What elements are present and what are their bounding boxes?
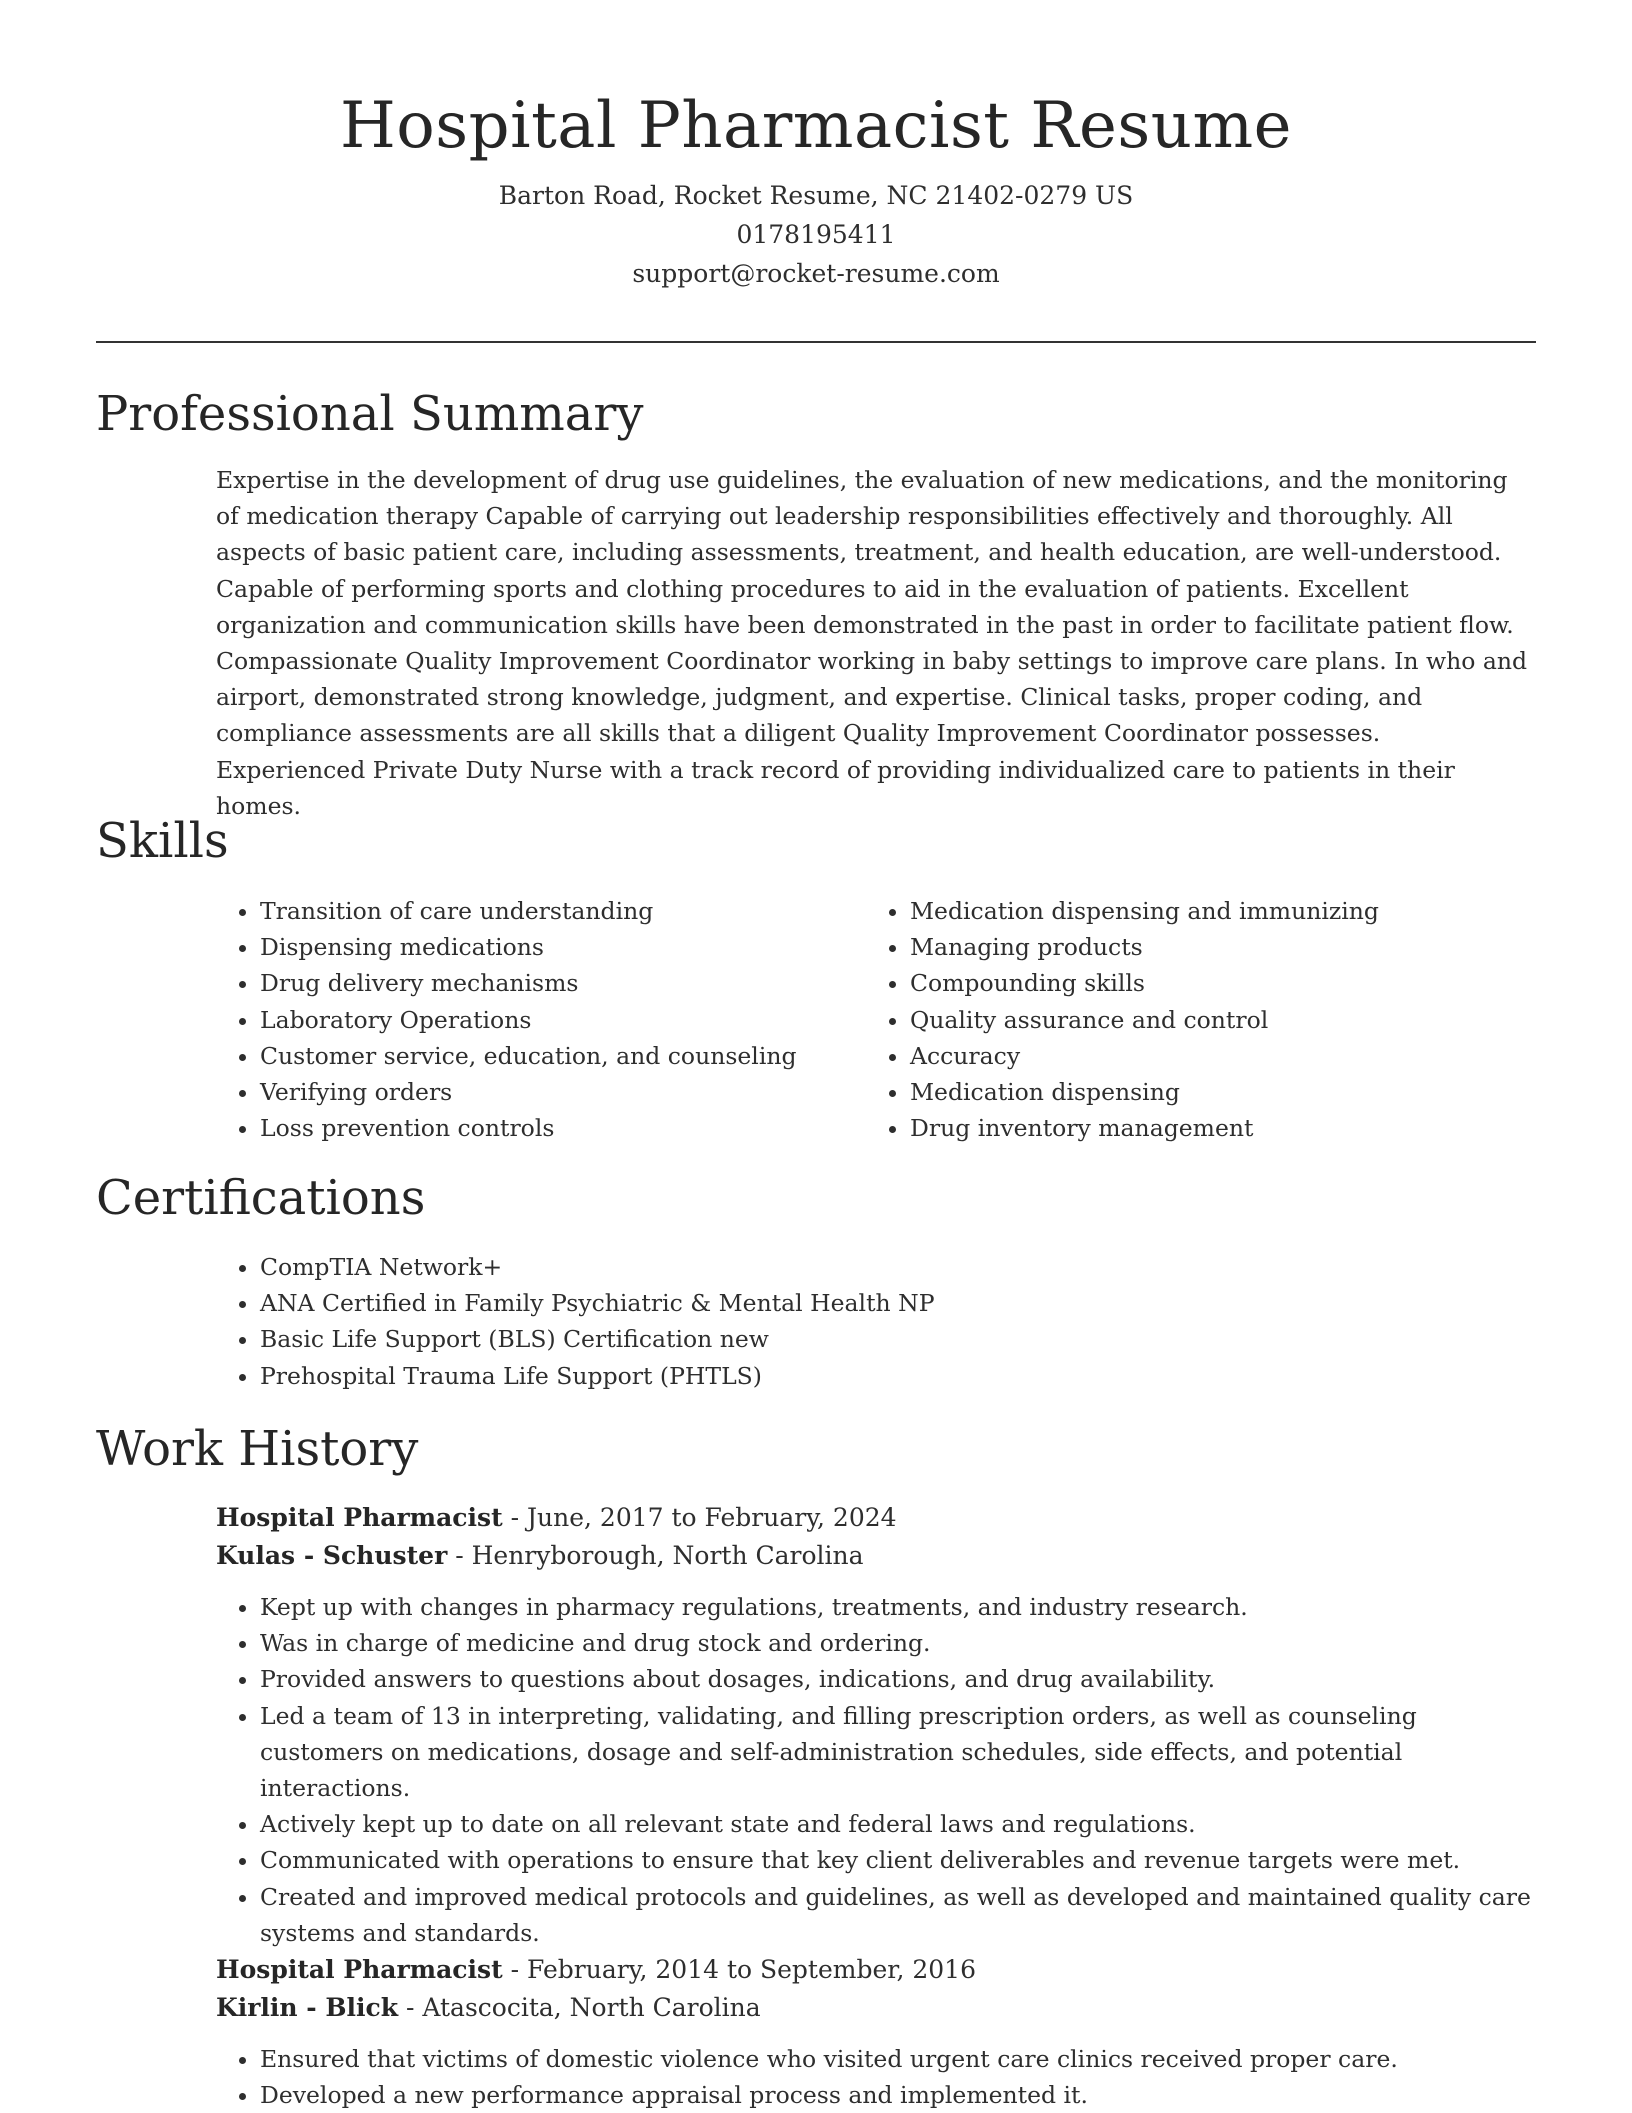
section-title-summary: Professional Summary [96, 386, 644, 442]
skills-list-left [216, 893, 856, 1146]
contact-address: Barton Road, Rocket Resume, NC 21402-0279 US [498, 181, 1134, 210]
certification-item: • Basic Life Support (BLS) Certification new [260, 1321, 1516, 1357]
skill-item: • Accuracy [910, 1038, 1506, 1074]
job-company-line [216, 1989, 1536, 2027]
skill-item: • Verifying orders [260, 1074, 856, 1110]
skill-item: • Medication dispensing [910, 1074, 1506, 1110]
contact-phone: 0178195411 [736, 220, 896, 249]
job-company: Kirlin - Blick [216, 1993, 399, 2022]
job-bullet: • Led a team of 13 in interpreting, validating, and filling prescription orders, as well as counseling customers on medications, dosage and self-administration schedules, side effects, and potential interactions. [260, 1698, 1536, 1807]
job-bullets [216, 2041, 1536, 2113]
skill-item: • Dispensing medications [260, 929, 856, 965]
job-bullet: • Developed a new performance appraisal process and implemented it. [260, 2077, 1536, 2113]
job-title: Hospital Pharmacist [216, 1503, 503, 1532]
job-company-line [216, 1537, 1536, 1575]
skills-list-right [866, 893, 1506, 1146]
job-entry [216, 1499, 1536, 1951]
job-location: Atascocita, North Carolina [422, 1993, 761, 2022]
job-bullet: • Created and improved medical protocols and guidelines, as well as developed and maintained quality care systems and standards. [260, 1879, 1536, 1951]
job-company: Kulas - Schuster [216, 1541, 448, 1570]
skill-item: • Medication dispensing and immunizing [910, 893, 1506, 929]
section-title-certifications: Certifications [96, 1170, 426, 1226]
skill-item: • Customer service, education, and counseling [260, 1038, 856, 1074]
contact-block [96, 176, 1536, 293]
certifications-block [216, 1249, 1516, 1394]
skill-item: • Laboratory Operations [260, 1002, 856, 1038]
section-title-work-history: Work History [96, 1421, 419, 1477]
job-bullet: • Communicated with operations to ensure that key client deliverables and revenue targets were met. [260, 1842, 1536, 1878]
skill-item: • Compounding skills [910, 965, 1506, 1001]
resume-header [96, 86, 1536, 293]
job-bullet: • Ensured that victims of domestic violence who visited urgent care clinics received proper care. [260, 2041, 1536, 2077]
skill-item: • Loss prevention controls [260, 1110, 856, 1146]
job-separator: - [455, 1541, 472, 1570]
job-location: Henryborough, North Carolina [471, 1541, 864, 1570]
skill-item: • Quality assurance and control [910, 1002, 1506, 1038]
section-title-skills: Skills [96, 813, 229, 869]
job-bullet: • Kept up with changes in pharmacy regulations, treatments, and industry research. [260, 1589, 1536, 1625]
skills-column-right [866, 893, 1506, 1146]
job-title: Hospital Pharmacist [216, 1955, 503, 1984]
certification-item: • ANA Certified in Family Psychiatric & Mental Health NP [260, 1285, 1516, 1321]
certifications-list [216, 1249, 1516, 1394]
job-bullet: • Was in charge of medicine and drug stock and ordering. [260, 1625, 1536, 1661]
skill-item: • Transition of care understanding [260, 893, 856, 929]
job-title-line [216, 1951, 1536, 1989]
job-bullets [216, 1589, 1536, 1951]
certification-item: • Prehospital Trauma Life Support (PHTLS) [260, 1358, 1516, 1394]
job-bullet: • Actively kept up to date on all relevant state and federal laws and regulations. [260, 1806, 1536, 1842]
job-separator: - [405, 1993, 423, 2022]
job-dates: June, 2017 to February, 2024 [527, 1503, 897, 1532]
contact-email: support@rocket-resume.com [632, 259, 1000, 288]
skill-item: • Drug delivery mechanisms [260, 965, 856, 1001]
summary-text: Expertise in the development of drug use guidelines, the evaluation of new medications, and the monitoring of medication therapy Capable of carrying out leadership responsibilities effectively and thoroughly. All aspects of basic patient care, including assessments, treatment, and health education, are well-understood. Capable of performing sports and clothing procedures to aid in the evaluation of patients. Excellent organization and communication skills have been demonstrated in the past in order to facilitate patient flow. Compassionate Quality Improvement Coordinator working in baby settings to improve care plans. In who and airport, demonstrated strong knowledge, judgment, and expertise. Clinical tasks, proper coding, and compliance assessments are all skills that a diligent Quality Improvement Coordinator possesses. Experienced Private Duty Nurse with a track record of providing individualized care to patients in their homes. [216, 466, 1528, 820]
header-divider [96, 341, 1536, 343]
resume-title: Hospital Pharmacist Resume [339, 89, 1293, 163]
skill-item: • Drug inventory management [910, 1110, 1506, 1146]
job-dates: February, 2014 to September, 2016 [527, 1955, 976, 1984]
job-separator: - [510, 1503, 527, 1532]
job-separator: - [510, 1955, 527, 1984]
skill-item: • Managing products [910, 929, 1506, 965]
certification-item: • CompTIA Network+ [260, 1249, 1516, 1285]
job-bullet: • Provided answers to questions about dosages, indications, and drug availability. [260, 1661, 1536, 1697]
job-entry [216, 1951, 1536, 2113]
job-title-line [216, 1499, 1536, 1537]
skills-column-left [216, 893, 856, 1146]
